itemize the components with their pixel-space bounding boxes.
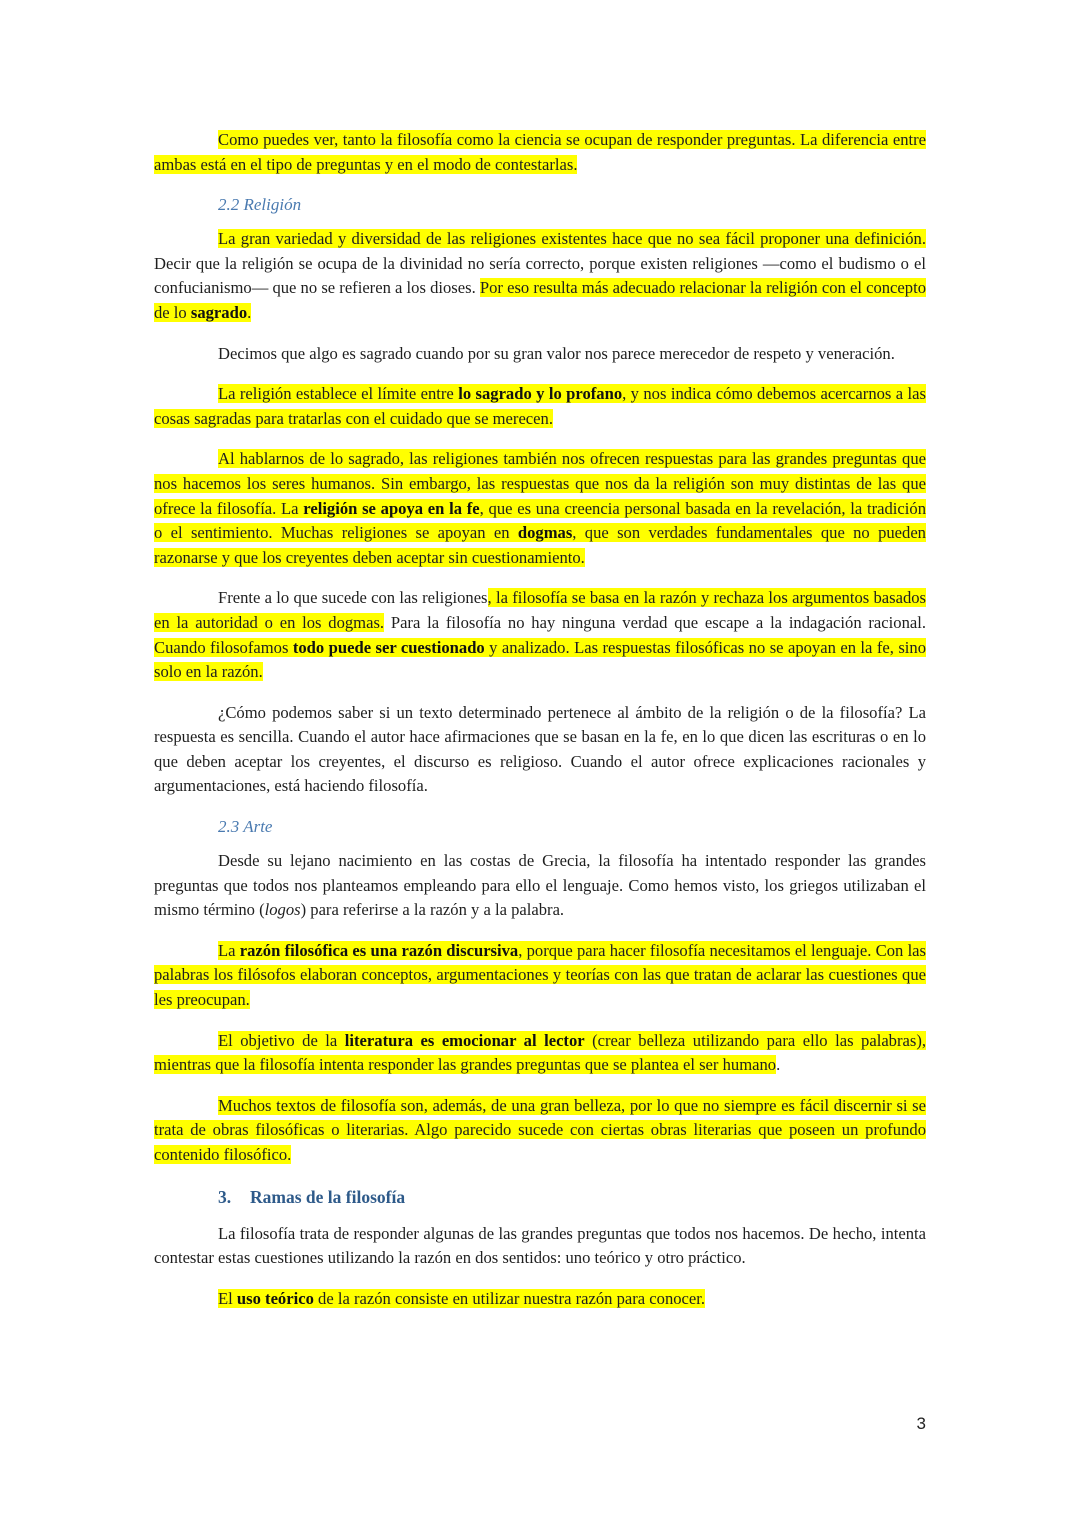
page-number: 3 xyxy=(916,1414,926,1433)
text: (crear belleza utilizando para ello las palabras), mientras que la filosofía intenta responder las grandes preguntas que se plantea el ser humano xyxy=(154,1030,927,1075)
bold-term: todo puede ser cuestionado xyxy=(292,637,485,657)
text: , y nos indica cómo debemos acercarnos a las cosas sagradas para tratarlas con el cuidado que se merecen. xyxy=(154,384,926,428)
text: . xyxy=(776,1055,781,1075)
paragraph-sacred-profane xyxy=(154,382,926,431)
highlight: Como puedes ver, tanto la filosofía como la ciencia se ocupan de responder preguntas. La diferencia entre ambas está en el tipo de preguntas y en el modo de contestarlas. xyxy=(154,130,926,174)
bold-term: religión se apoya en la fe xyxy=(303,498,480,518)
paragraph-reason-uses xyxy=(154,1222,926,1271)
text: El xyxy=(218,1288,237,1308)
text: , porque para hacer filosofía necesitamos el lenguaje. Con las palabras los filósofos elaboran conceptos, argumentaciones y teorías con las que tratan de aclarar las cuestiones que les preocupan. xyxy=(154,940,927,1010)
highlight: La gran variedad y diversidad de las religiones existentes hace que no sea fácil proponer una definición. xyxy=(218,229,926,249)
paragraph-beauty xyxy=(154,1094,926,1168)
text: Frente a lo que sucede con las religiones xyxy=(218,588,488,608)
text: La xyxy=(218,940,240,960)
text: La religión establece el límite entre xyxy=(218,384,459,404)
section-heading-branches xyxy=(218,1184,926,1210)
highlight: , la filosofía se basa en la razón y rechaza los argumentos basados en la autoridad o en los dogmas. xyxy=(154,588,927,632)
bold-term: razón filosófica es una razón discursiva xyxy=(239,940,519,960)
section-heading-art: 2.3 Arte xyxy=(218,817,273,837)
text: Desde su lejano nacimiento en las costas de Grecia, la filosofía ha intentado responder las grandes preguntas que todos nos planteamos empleando para ello el lenguaje. Como hemos visto, los griegos utilizaban el mismo término ( xyxy=(154,851,926,920)
text: , que son verdades fundamentales que no pueden razonarse y que los creyentes deben aceptar sin cuestionamiento. xyxy=(154,523,926,567)
text: ¿Cómo podemos saber si un texto determinado pertenece al ámbito de la religión o de la filosofía? La respuesta es sencilla. Cuando el autor hace afirmaciones que se basan en la fe, en lo que dicen las escrituras o en lo que deben aceptar los creyentes, el discurso es religioso. Cuando el autor ofrece explicaciones racionales y argumentaciones, está haciendo filosofía. xyxy=(154,702,926,796)
paragraph-sacred xyxy=(154,342,926,367)
paragraph-faith xyxy=(154,447,926,570)
paragraph-literature xyxy=(154,1029,926,1078)
text: La filosofía trata de responder algunas de las grandes preguntas que todos nos hacemos. De hecho, intenta contestar estas cuestiones utilizando la razón en dos sentidos: uno teórico y otro práctico. xyxy=(154,1223,926,1268)
highlight xyxy=(154,384,926,428)
text: Cuando filosofamos xyxy=(154,637,293,657)
highlight xyxy=(154,1031,926,1075)
section-number: 3. xyxy=(218,1186,232,1207)
highlight: Muchos textos de filosofía son, además, de una gran belleza, por lo que no siempre es fácil discernir si se trata de obras filosóficas o literarias. Algo parecido sucede con ciertas obras literarias que poseen un profundo contenido filosófico. xyxy=(154,1095,926,1164)
bold-term: sagrado xyxy=(190,302,248,322)
bold-term: uso teórico xyxy=(236,1288,314,1308)
text: El objetivo de la xyxy=(218,1030,345,1050)
section-heading-religion: 2.2 Religión xyxy=(218,195,302,215)
text: . xyxy=(247,302,252,322)
text: , que es una creencia personal basada en la revelación, la tradición o el sentimiento. Muchas religiones se apoyan en xyxy=(154,498,926,543)
bold-term: lo sagrado y lo profano xyxy=(458,384,623,404)
highlight xyxy=(154,638,926,682)
text: Para la filosofía no hay ninguna verdad que escape a la indagación racional. xyxy=(384,612,926,632)
highlight xyxy=(154,449,926,566)
text: Al hablarnos de lo sagrado, las religiones también nos ofrecen respuestas para las grandes preguntas que nos hacemos los seres humanos. Sin embargo, las respuestas que nos da la religión son muy distintas de las que ofrece la filosofía. La xyxy=(154,449,926,518)
page-content xyxy=(154,128,926,1327)
paragraph-discursive-reason xyxy=(154,939,926,1013)
bold-term: dogmas xyxy=(517,523,573,543)
text: Decir que la religión se ocupa de la divinidad no sería correcto, porque existen religiones —como el budismo o el confucianismo— que no se refieren a los dioses. xyxy=(154,253,926,298)
paragraph-text-classification xyxy=(154,701,926,799)
text: y analizado. Las respuestas filosóficas no se apoyan en la fe, sino solo en la razón. xyxy=(154,637,926,682)
text: Decimos que algo es sagrado cuando por su gran valor nos parece merecedor de respeto y veneración. xyxy=(218,343,895,363)
text: ) para referirse a la razón y a la palabra. xyxy=(300,900,565,920)
paragraph-theoretical-use xyxy=(154,1287,926,1312)
highlight xyxy=(218,1289,705,1308)
text: de la razón consiste en utilizar nuestra razón para conocer. xyxy=(313,1288,706,1308)
paragraph-reason xyxy=(154,586,926,684)
paragraph-logos xyxy=(154,849,926,923)
italic-term: logos xyxy=(264,900,301,920)
highlight xyxy=(154,941,926,1009)
paragraph-philosophy-science xyxy=(154,128,926,177)
text: Por eso resulta más adecuado relacionar la religión con el concepto de lo xyxy=(154,278,926,322)
section-title: Ramas de la filosofía xyxy=(250,1186,406,1207)
paragraph-religion-definition xyxy=(154,227,926,325)
bold-term: literatura es emocionar al lector xyxy=(344,1030,585,1050)
